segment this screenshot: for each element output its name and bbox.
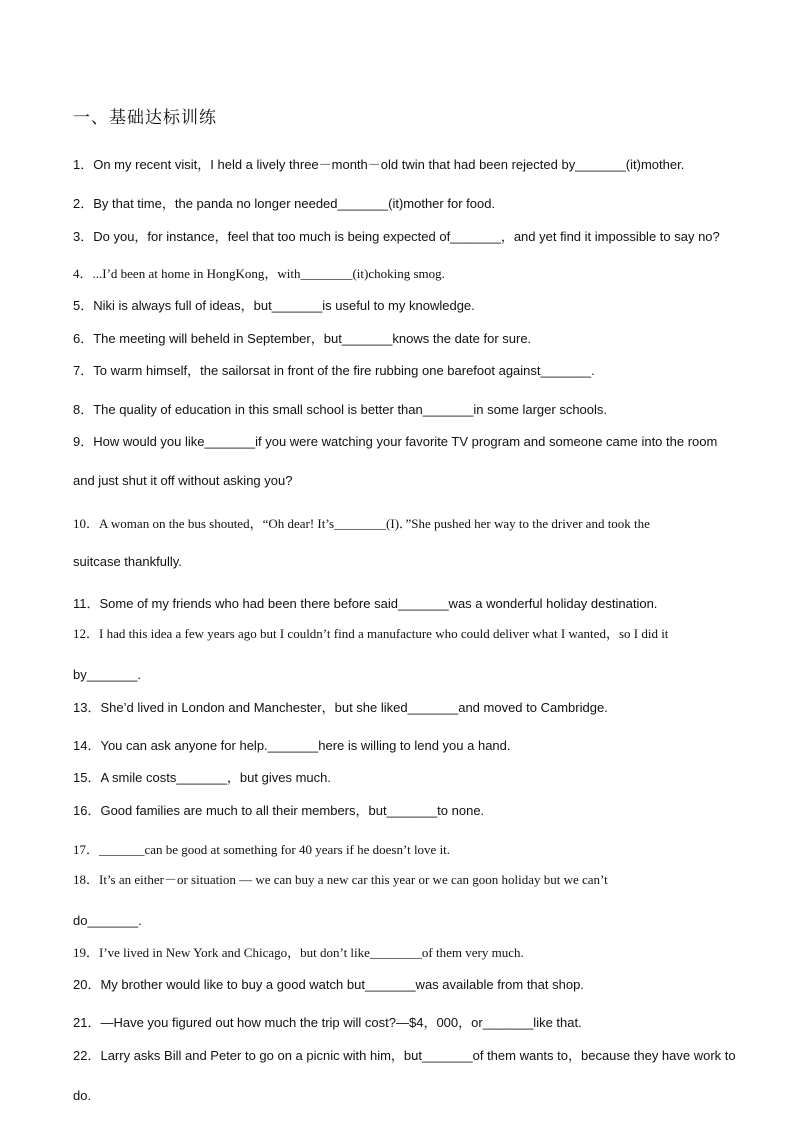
question-18: 18．It’s an either－or situation — we can buy a new car this year or we can goon holiday but we can’t	[73, 872, 608, 887]
question-4: 4．...I’d been at home in HongKong，with________(it)choking smog.	[73, 266, 445, 281]
question-17: 17．_______can be good at something for 40 years if he doesn’t love it.	[73, 842, 451, 857]
question-22-continuation: do.	[73, 1088, 92, 1103]
question-6: 6．The meeting will beheld in September，but_______knows the date for sure.	[73, 331, 532, 346]
question-9: 9．How would you like_______if you were watching your favorite TV program and someone came into the room	[73, 434, 718, 449]
question-2: 2．By that time，the panda no longer needed_______(it)mother for food.	[73, 196, 496, 211]
question-10-continuation: suitcase thankfully.	[73, 554, 182, 569]
question-10: 10．A woman on the bus shouted，“Oh dear! It’s________(I)．”She pushed her way to the driver and took the	[73, 516, 650, 531]
question-21: 21．—Have you figured out how much the trip will cost?—$4，000，or_______like that.	[73, 1015, 582, 1030]
question-20: 20．My brother would like to buy a good watch but_______was available from that shop.	[73, 977, 584, 992]
question-7: 7．To warm himself，the sailorsat in front of the fire rubbing one barefoot against_______.	[73, 363, 595, 378]
question-22: 22．Larry asks Bill and Peter to go on a picnic with him，but_______of them wants to，because they have work to	[73, 1048, 736, 1063]
question-3: 3．Do you，for instance，feel that too much is being expected of_______，and yet find it impossible to say no?	[73, 229, 720, 244]
question-9-continuation: and just shut it off without asking you?	[73, 473, 293, 488]
question-14: 14．You can ask anyone for help._______here is willing to lend you a hand.	[73, 738, 511, 753]
section-title: 一、基础达标训练	[73, 108, 217, 128]
question-11: 11．Some of my friends who had been there before said_______was a wonderful holiday destination.	[73, 596, 658, 611]
question-18-continuation: do_______.	[73, 913, 142, 928]
question-15: 15．A smile costs_______，but gives much.	[73, 770, 331, 785]
question-19: 19．I’ve lived in New York and Chicago，but don’t like________of them very much.	[73, 945, 524, 960]
question-8: 8．The quality of education in this small school is better than_______in some larger schools.	[73, 402, 608, 417]
question-12: 12．I had this idea a few years ago but I couldn’t find a manufacture who could deliver what I wanted，so I did it	[73, 626, 669, 641]
question-5: 5．Niki is always full of ideas，but_______is useful to my knowledge.	[73, 298, 475, 313]
question-12-continuation: by_______.	[73, 667, 141, 682]
question-1: 1．On my recent visit，I held a lively three－month－old twin that had been rejected by_______(it)mother.	[73, 157, 685, 172]
question-16: 16．Good families are much to all their members，but_______to none.	[73, 803, 485, 818]
question-13: 13．She’d lived in London and Manchester，but she liked_______and moved to Cambridge.	[73, 700, 608, 715]
